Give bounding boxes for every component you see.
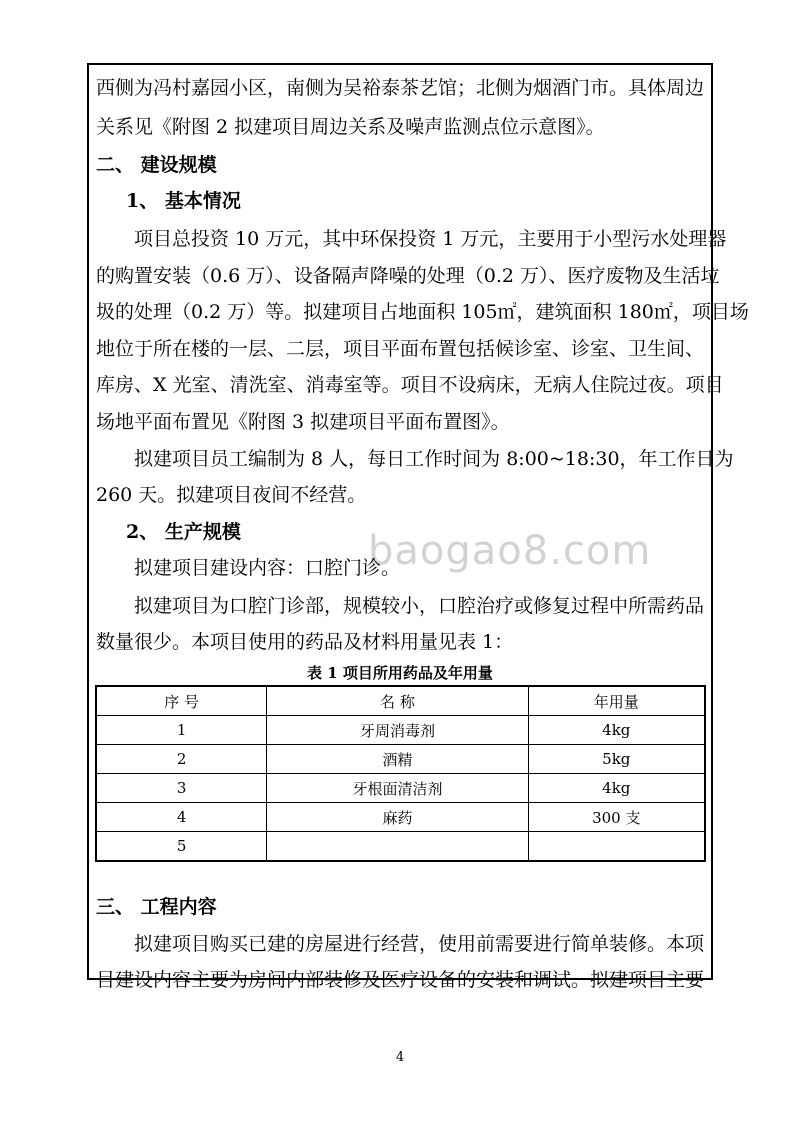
table-header-row bbox=[96, 686, 705, 716]
paragraph-line: 拟建项目购买已建的房屋进行经营，使用前需要进行简单装修。本项 bbox=[134, 933, 705, 955]
cell-annual-usage: 4kg bbox=[528, 774, 705, 803]
paragraph-line: 项目总投资 10 万元，其中环保投资 1 万元，主要用于小型污水处理器 bbox=[134, 228, 727, 250]
table-row bbox=[96, 832, 705, 862]
cell-name: 酒精 bbox=[267, 745, 528, 774]
subsection-heading-basic: 1、 基本情况 bbox=[126, 190, 241, 212]
paragraph-line: 关系见《附图 2 拟建项目周边关系及噪声监测点位示意图》。 bbox=[96, 116, 605, 138]
cell-name: 麻药 bbox=[267, 803, 528, 832]
table-row bbox=[96, 774, 705, 803]
drug-usage-table bbox=[95, 685, 706, 862]
cell-name bbox=[267, 832, 528, 862]
cell-index: 3 bbox=[96, 774, 267, 803]
paragraph-line: 拟建项目为口腔门诊部，规模较小，口腔治疗或修复过程中所需药品 bbox=[134, 595, 705, 617]
table-row bbox=[96, 716, 705, 745]
subsection-heading-production: 2、 生产规模 bbox=[126, 521, 241, 543]
cell-annual-usage bbox=[528, 832, 705, 862]
cell-annual-usage: 4kg bbox=[528, 716, 705, 745]
header-cell-name: 名 称 bbox=[267, 686, 528, 716]
cell-index: 2 bbox=[96, 745, 267, 774]
paragraph-line: 拟建项目建设内容：口腔门诊。 bbox=[134, 557, 401, 579]
paragraph-line: 的购置安装（0.6 万）、设备隔声降噪的处理（0.2 万）、医疗废物及生活垃 bbox=[96, 265, 720, 287]
cell-annual-usage: 300 支 bbox=[528, 803, 705, 832]
watermark: baogao8.com bbox=[368, 528, 652, 574]
cell-index: 5 bbox=[96, 832, 267, 862]
paragraph-line: 西侧为冯村嘉园小区，南侧为吴裕泰茶艺馆；北侧为烟酒门市。具体周边 bbox=[96, 77, 705, 99]
paragraph-line: 数量很少。本项目使用的药品及材料用量见表 1： bbox=[96, 631, 514, 653]
section-heading-scale: 二、 建设规模 bbox=[96, 154, 217, 176]
cell-name: 牙根面清洁剂 bbox=[267, 774, 528, 803]
cell-annual-usage: 5kg bbox=[528, 745, 705, 774]
table-row bbox=[96, 745, 705, 774]
paragraph-line: 库房、X 光室、清洗室、消毒室等。项目不设病床，无病人住院过夜。项目 bbox=[96, 374, 724, 396]
header-cell-annual-usage: 年用量 bbox=[528, 686, 705, 716]
cell-index: 4 bbox=[96, 803, 267, 832]
paragraph-line: 目建设内容主要为房间内部装修及医疗设备的安装和调试。拟建项目主要 bbox=[96, 969, 705, 991]
table-caption: 表 1 项目所用药品及年用量 bbox=[307, 664, 493, 682]
paragraph-line: 260 天。拟建项目夜间不经营。 bbox=[96, 484, 367, 506]
paragraph-line: 场地平面布置见《附图 3 拟建项目平面布置图》。 bbox=[96, 411, 510, 433]
header-cell-index: 序 号 bbox=[96, 686, 267, 716]
page-number: 4 bbox=[395, 1050, 405, 1065]
paragraph-line: 圾的处理（0.2 万）等。拟建项目占地面积 105㎡，建筑面积 180㎡，项目场 bbox=[96, 301, 749, 323]
cell-name: 牙周消毒剂 bbox=[267, 716, 528, 745]
section-heading-engineering: 三、 工程内容 bbox=[96, 896, 217, 918]
table-row bbox=[96, 803, 705, 832]
paragraph-line: 地位于所在楼的一层、二层，项目平面布置包括候诊室、诊室、卫生间、 bbox=[96, 338, 705, 360]
cell-index: 1 bbox=[96, 716, 267, 745]
paragraph-line: 拟建项目员工编制为 8 人，每日工作时间为 8:00~18:30，年工作日为 bbox=[134, 448, 734, 470]
